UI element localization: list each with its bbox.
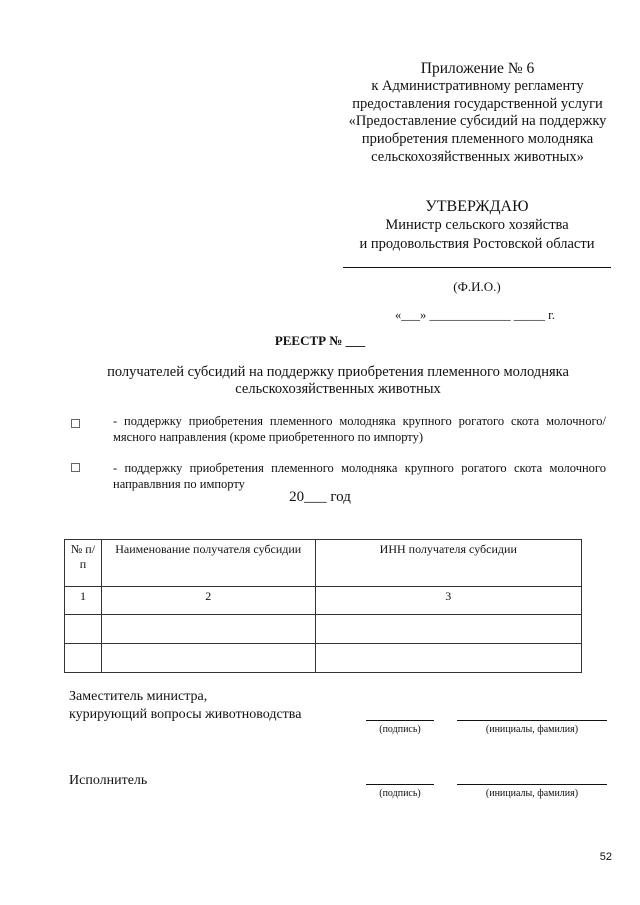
deputy-name-caption: (инициалы, фамилия) [485, 724, 579, 735]
approve-line: Министр сельского хозяйства [385, 217, 569, 233]
appendix-line: «Предоставление субсидий на поддержку [348, 113, 607, 130]
option-checkbox-1[interactable] [71, 419, 80, 428]
option-checkbox-2[interactable] [71, 463, 80, 472]
table-cell[interactable] [315, 644, 581, 673]
approval-date: «___» _____________ _____ г. [395, 308, 555, 322]
register-subtitle-line: сельскохозяйственных животных [235, 381, 441, 397]
deputy-line: курирующий вопросы животноводства [69, 707, 302, 722]
option-text-1: - поддержку приобретения племенного молодняка крупного рогатого скота молочного/мясного направления (кроме приобретенного по импорту) [113, 414, 606, 444]
appendix-title: Приложение № 6 [420, 60, 535, 77]
header-recipient-name: Наименование получателя субсидии [101, 540, 315, 587]
table-cell[interactable] [315, 615, 581, 644]
deputy-line: Заместитель министра, [69, 689, 208, 704]
appendix-line: приобретения племенного молодняка [361, 131, 594, 148]
option-text-2: - поддержку приобретения племенного молодняка крупного рогатого скота молочного направлвния по импорту [113, 461, 606, 491]
column-number: 3 [315, 587, 581, 615]
table-cell[interactable] [65, 615, 102, 644]
appendix-header [330, 60, 625, 167]
executor-label: Исполнитель [69, 773, 148, 788]
approve-line: и продовольствия Ростовской области [359, 236, 595, 252]
table-header-row [65, 540, 582, 587]
deputy-name-blank [457, 720, 607, 721]
deputy-signature-blank [366, 720, 434, 721]
approval-block [340, 197, 614, 254]
page-number: 52 [599, 851, 612, 863]
table-numbering-row [65, 587, 582, 615]
approve-title: УТВЕРЖДАЮ [425, 198, 529, 215]
deputy-signature-caption: (подпись) [379, 724, 421, 735]
executor-name-caption: (инициалы, фамилия) [485, 788, 579, 799]
fio-caption: (Ф.И.О.) [453, 279, 501, 294]
appendix-line: предоставления государственной услуги [352, 95, 603, 112]
appendix-line: к Административному регламенту [371, 77, 584, 94]
table-row [65, 615, 582, 644]
column-number: 2 [101, 587, 315, 615]
table-row [65, 644, 582, 673]
appendix-line: сельскохозяйственных животных» [371, 148, 584, 165]
header-inn: ИНН получателя субсидии [315, 540, 581, 587]
header-number: № п/п [65, 540, 102, 587]
minister-signature-line [343, 267, 611, 268]
table-cell[interactable] [101, 644, 315, 673]
register-year: 20___ год [289, 489, 351, 505]
register-subtitle [88, 364, 588, 398]
executor-signature-caption: (подпись) [379, 788, 421, 799]
register-subtitle-line: получателей субсидий на поддержку приобретения племенного молодняка [107, 364, 569, 380]
table-cell[interactable] [65, 644, 102, 673]
deputy-minister-label [69, 688, 301, 724]
table-cell[interactable] [101, 615, 315, 644]
register-title: РЕЕСТР № ___ [274, 333, 366, 348]
executor-signature-blank [366, 784, 434, 785]
executor-name-blank [457, 784, 607, 785]
register-table [64, 539, 582, 673]
column-number: 1 [65, 587, 102, 615]
